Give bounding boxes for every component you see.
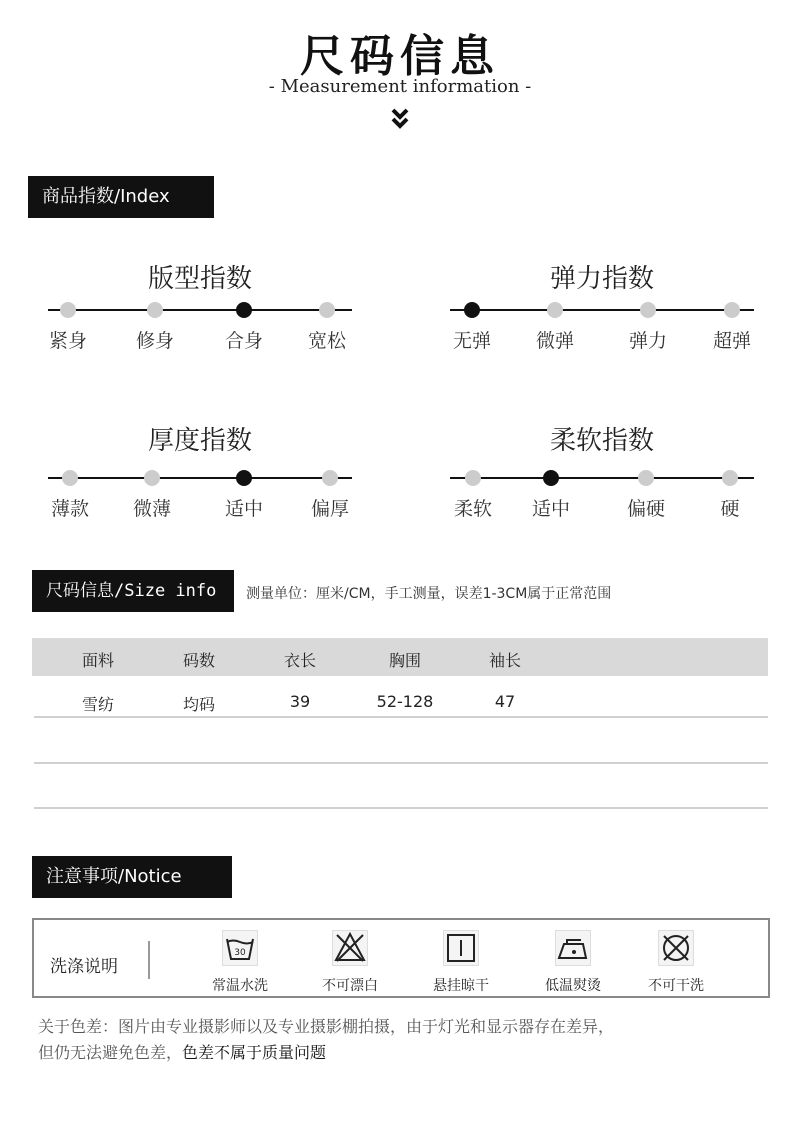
scale-option-label: 硬 [720,498,740,520]
color-disclaimer-emphasis: 色差不属于质量问题 [182,1043,327,1062]
scale-dot [147,302,163,318]
scale-option-label: 合身 [224,330,263,352]
table-header-cell: 胸围 [388,651,421,670]
scale-option-label: 修身 [135,330,174,352]
care-label: 常温水洗 [212,978,268,994]
scale-dot-selected [543,470,559,486]
table-cell: 52-128 [376,692,434,711]
scale-option-label: 宽松 [307,330,346,352]
svg-text:30: 30 [234,948,246,958]
scale-dot-selected [464,302,480,318]
color-disclaimer-line2 [38,1040,326,1063]
no-dry-clean-icon [658,930,694,966]
measurement-note: 测量单位：厘米/CM，手工测量，误差1-3CM属于正常范围 [246,586,612,602]
scale-dot [547,302,563,318]
divider [148,941,150,979]
scale-dot [322,470,338,486]
scale-dot-selected [236,470,252,486]
notice-section-label: 注意事项/Notice [46,866,182,887]
low-iron-icon [555,930,591,966]
scale-option-label: 偏厚 [310,498,349,520]
scale-title: 柔软指数 [549,426,654,456]
scale-dot [638,470,654,486]
size-section-header [32,570,234,612]
care-label: 不可漂白 [322,978,378,994]
table-cell: 39 [289,692,311,711]
scale-option-label: 无弹 [452,330,491,352]
scale-dot [319,302,335,318]
scale-title: 版型指数 [147,264,252,294]
scale-dot-selected [236,302,252,318]
scale-option-label: 弹力 [628,330,667,352]
table-header-cell: 衣长 [283,651,316,670]
care-instructions-label: 洗涤说明 [50,957,118,977]
wash-30-icon [222,930,258,966]
table-header-cell: 面料 [81,651,114,670]
scale-dot [144,470,160,486]
index-section-header [28,176,214,218]
page-subtitle: - Measurement information - [268,76,532,97]
scale-dot [640,302,656,318]
color-disclaimer-line1: 关于色差：图片由专业摄影师以及专业摄影棚拍摄，由于灯光和显示器存在差异， [38,1017,615,1036]
size-section-label: 尺码信息/Size info [46,580,217,601]
table-cell: 均码 [182,695,215,714]
care-label: 不可干洗 [648,978,704,994]
scale-line [48,309,352,311]
table-header-cell: 袖长 [488,651,521,670]
scale-option-label: 柔软 [453,498,492,520]
table-cell: 雪纺 [81,695,114,714]
double-chevron-down-icon [388,106,412,130]
no-bleach-icon [332,930,368,966]
color-disclaimer-prefix: 但仍无法避免色差， [38,1043,183,1062]
care-label: 低温熨烫 [545,978,601,994]
scale-dot [724,302,740,318]
scale-option-label: 微弹 [535,330,574,352]
scale-option-label: 微薄 [132,498,171,520]
scale-option-label: 紧身 [48,330,87,352]
scale-option-label: 超弹 [712,330,751,352]
table-row-divider [34,762,768,764]
care-label: 悬挂晾干 [433,978,489,994]
scale-dot [465,470,481,486]
table-row-divider [34,716,768,718]
scale-option-label: 适中 [531,498,570,520]
hang-dry-icon [443,930,479,966]
table-cell: 47 [494,692,516,711]
index-section-label: 商品指数/Index [42,186,170,207]
table-header-cell: 码数 [182,651,215,670]
scale-option-label: 适中 [224,498,263,520]
page-title: 尺码信息 [300,31,500,82]
scale-title: 厚度指数 [147,426,252,456]
scale-line [450,309,754,311]
scale-option-label: 薄款 [50,498,89,520]
scale-dot [62,470,78,486]
scale-option-label: 偏硬 [626,498,665,520]
scale-title: 弹力指数 [549,264,654,294]
scale-dot [722,470,738,486]
scale-dot [60,302,76,318]
scale-line [450,477,754,479]
table-row-divider [34,807,768,809]
notice-section-header [32,856,232,898]
scale-line [48,477,352,479]
